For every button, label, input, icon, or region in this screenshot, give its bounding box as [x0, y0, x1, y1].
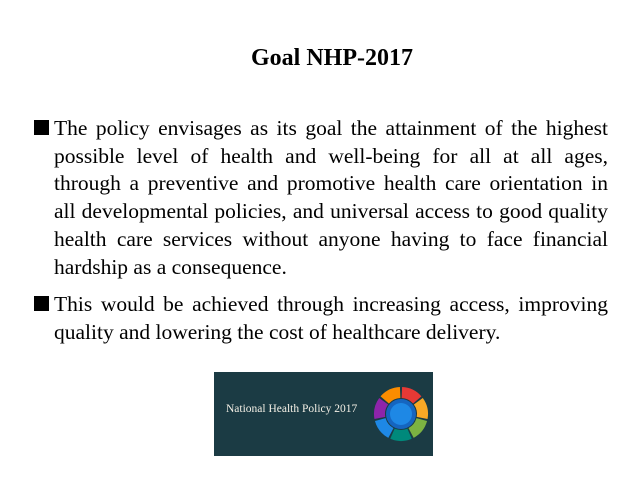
square-bullet-icon: [34, 120, 49, 135]
square-bullet-icon: [34, 296, 49, 311]
slide-title: Goal NHP-2017: [251, 45, 413, 71]
wheel-segment: [414, 398, 428, 419]
bullet-list: [34, 115, 608, 357]
bullet-text: The policy envisages as its goal the attainment of the highest possible level of health and well-being for all at all ages, through a preventive and promotive health care orientation in all developmental policies, and universal access to good quality health care services without anyone having to face financial hardship as a consequence.: [54, 116, 608, 279]
policy-wheel-icon: [372, 375, 430, 453]
nhp-2017-image: [214, 372, 433, 456]
bullet-text: This would be achieved through increasing access, improving quality and lowering the cost of healthcare delivery.: [54, 292, 608, 344]
wheel-segment: [390, 429, 411, 441]
bullet-item-goal: [34, 115, 608, 281]
bullet-item-means: [34, 291, 608, 346]
inset-caption: National Health Policy 2017: [226, 403, 358, 415]
wheel-center-inner: [390, 403, 412, 425]
wheel-segment: [374, 398, 388, 419]
